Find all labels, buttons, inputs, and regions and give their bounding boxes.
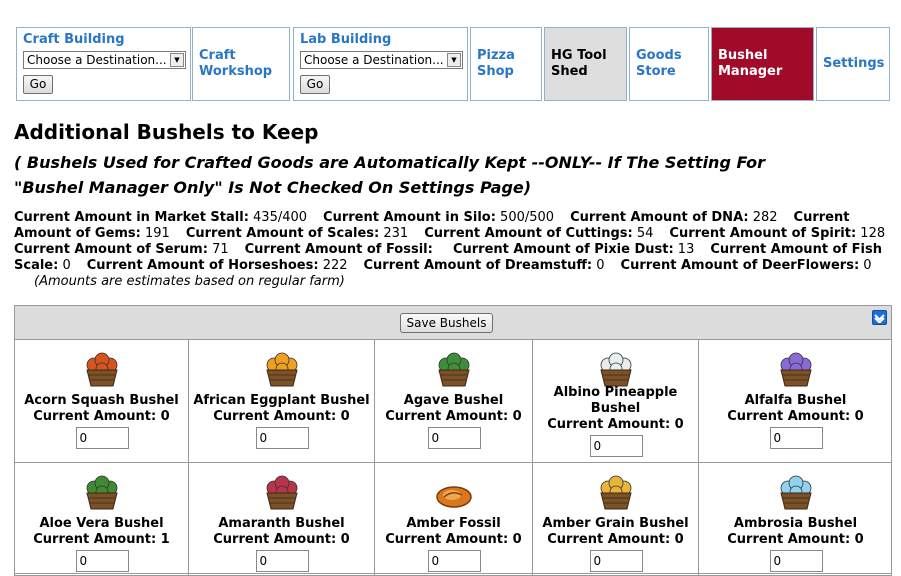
- bushel-current-amount: Current Amount: 0: [727, 532, 864, 547]
- bushel-current-amount: Current Amount: 0: [33, 409, 170, 424]
- bushel-keep-input[interactable]: [770, 427, 823, 449]
- craft-building-select[interactable]: [23, 51, 186, 69]
- nav-craft-workshop-label: Craft Workshop: [199, 48, 273, 79]
- bushel-name-line: Bushel: [590, 401, 641, 416]
- nav-pizza-shop[interactable]: [470, 27, 542, 101]
- bushel-keep-input[interactable]: [76, 550, 129, 572]
- bushel-cell: [15, 340, 189, 463]
- amount-value: 231: [383, 226, 409, 241]
- bushel-name-line: Ambrosia Bushel: [733, 516, 858, 531]
- bushel-keep-input[interactable]: [770, 550, 823, 572]
- bushel-name-line: Alfalfa Bushel: [744, 393, 847, 408]
- alfalfa-icon-graphic: [776, 350, 816, 390]
- bushel-current-amount: Current Amount: 0: [213, 532, 350, 547]
- bushel-keep-input[interactable]: [76, 427, 129, 449]
- bushel-name-line: Amber Grain Bushel: [542, 516, 689, 531]
- amount-value: 500/500: [500, 210, 555, 225]
- bushel-name: [189, 516, 374, 532]
- amber-fossil-icon: [434, 473, 474, 513]
- bushel-name: [699, 516, 892, 532]
- nav-hg-tool-shed-label: HG Tool Shed: [551, 48, 607, 79]
- bushel-current-amount: Current Amount: 0: [385, 532, 522, 547]
- amount-value: 0: [62, 258, 71, 273]
- bushel-cell: [189, 340, 375, 463]
- bushel-cell: [15, 463, 189, 574]
- ambrosia-icon-graphic: [776, 473, 816, 513]
- amount-value: 222: [322, 258, 348, 273]
- craft-building-cell: [16, 27, 191, 101]
- african-eggplant-icon-graphic: [262, 350, 302, 390]
- lab-building-title: Lab Building: [300, 32, 392, 47]
- bushel-note: [14, 150, 874, 200]
- bushel-name: [189, 393, 374, 409]
- bushel-cell: [375, 463, 533, 574]
- amount-label: Current Amount of Cuttings:: [424, 226, 633, 241]
- amount-label: Current Amount of Serum:: [14, 242, 208, 257]
- acorn-squash-icon-graphic: [82, 350, 122, 390]
- amount-label: Current Amount of Horseshoes:: [86, 258, 319, 273]
- albino-pineapple-icon: [596, 350, 636, 390]
- bushel-current-amount: Current Amount: 0: [547, 532, 684, 547]
- bushel-cell: [375, 340, 533, 463]
- chevron-down-icon: ▼: [447, 53, 461, 67]
- amount-label: Current Amount in Market Stall:: [14, 210, 249, 225]
- bushel-name: [375, 516, 532, 532]
- amount-label: Current Amount in Silo:: [323, 210, 496, 225]
- bushel-name-line: Agave Bushel: [403, 393, 504, 408]
- amaranth-icon: [262, 473, 302, 513]
- bushel-name: [533, 385, 698, 417]
- acorn-squash-icon: [82, 350, 122, 390]
- nav-settings[interactable]: [816, 27, 890, 101]
- bushel-name-line: Aloe Vera Bushel: [39, 516, 164, 531]
- bushel-cell: [533, 463, 699, 574]
- amber-fossil-icon-graphic: [434, 473, 474, 513]
- page-title: Additional Bushels to Keep: [14, 120, 319, 144]
- amount-label: Current Amount of Dreamstuff:: [363, 258, 593, 273]
- nav-hg-tool-shed[interactable]: [544, 27, 627, 101]
- save-bushels-button[interactable]: Save Bushels: [400, 313, 493, 333]
- nav-pizza-shop-label: Pizza Shop: [477, 48, 515, 79]
- nav-settings-label: Settings: [823, 56, 885, 71]
- amount-value: 13: [677, 242, 695, 257]
- amount-value: 435/400: [253, 210, 308, 225]
- bushel-current-amount: Current Amount: 0: [213, 409, 350, 424]
- bushel-name-line: Albino Pineapple: [553, 385, 678, 400]
- bushel-keep-input[interactable]: [590, 435, 643, 457]
- bushel-name: [15, 393, 188, 409]
- bushel-name-line: Amaranth Bushel: [218, 516, 345, 531]
- amount-label: Current Amount of Fish Scale:: [14, 242, 883, 273]
- lab-building-cell: [293, 27, 468, 101]
- bushel-keep-input[interactable]: [590, 550, 643, 572]
- bushel-current-amount: Current Amount: 0: [547, 417, 684, 432]
- amount-value: 0: [863, 258, 872, 273]
- amount-value: 282: [752, 210, 778, 225]
- bushel-keep-input[interactable]: [256, 427, 309, 449]
- nav-bushel-manager-label: Bushel Manager: [718, 48, 783, 79]
- collapse-arrow-icon[interactable]: [872, 310, 887, 325]
- amount-value: 128: [860, 226, 886, 241]
- bushel-current-amount: Current Amount: 0: [727, 409, 864, 424]
- bushel-keep-input[interactable]: [428, 427, 481, 449]
- amount-label: Current Amount of Pixie Dust:: [452, 242, 674, 257]
- amber-grain-icon: [596, 473, 636, 513]
- amount-label: Current Amount of Fossil:: [244, 242, 433, 257]
- aloe-vera-icon-graphic: [82, 473, 122, 513]
- amaranth-icon-graphic: [262, 473, 302, 513]
- amounts-summary: [14, 210, 890, 290]
- amount-label: Current Amount of DeerFlowers:: [620, 258, 860, 273]
- amount-value: 54: [636, 226, 654, 241]
- chevron-down-icon: ▼: [170, 53, 184, 67]
- bushel-note-line-1: ( Bushels Used for Crafted Goods are Automatically Kept --ONLY-- If The Setting For: [14, 153, 766, 172]
- agave-icon-graphic: [434, 350, 474, 390]
- lab-building-select[interactable]: [300, 51, 463, 69]
- nav-bushel-manager[interactable]: [711, 27, 814, 101]
- bushel-name: [533, 516, 698, 532]
- craft-building-title: Craft Building: [23, 32, 125, 47]
- bushel-name: [375, 393, 532, 409]
- bushel-keep-input[interactable]: [256, 550, 309, 572]
- bushel-name-line: African Eggplant Bushel: [193, 393, 370, 408]
- nav-goods-store[interactable]: [629, 27, 709, 101]
- bushel-keep-input[interactable]: [428, 550, 481, 572]
- amount-label: Current Amount of Gems:: [14, 210, 850, 241]
- aloe-vera-icon: [82, 473, 122, 513]
- amount-value: 0: [596, 258, 605, 273]
- lab-building-select-value: Choose a Destination...: [304, 53, 444, 67]
- bushel-panel: [14, 305, 892, 576]
- nav-craft-workshop[interactable]: [192, 27, 290, 101]
- bushel-note-line-2: "Bushel Manager Only" Is Not Checked On Settings Page): [14, 178, 532, 197]
- amount-label: Current Amount of Spirit:: [669, 226, 857, 241]
- bushel-name: [15, 516, 188, 532]
- amber-grain-icon-graphic: [596, 473, 636, 513]
- bushel-cell: [189, 463, 375, 574]
- nav-goods-store-label: Goods Store: [636, 48, 682, 79]
- bushel-cell: [533, 340, 699, 463]
- agave-icon: [434, 350, 474, 390]
- bushel-panel-header: [15, 306, 891, 340]
- amount-label: Current Amount of Scales:: [185, 226, 380, 241]
- craft-building-go-button[interactable]: Go: [23, 75, 53, 94]
- lab-building-go-button[interactable]: Go: [300, 75, 330, 94]
- craft-building-select-value: Choose a Destination...: [27, 53, 167, 67]
- albino-pineapple-icon-graphic: [596, 350, 636, 390]
- bushel-name-line: Acorn Squash Bushel: [24, 393, 179, 408]
- amount-value: 191: [145, 226, 170, 241]
- bushel-name-line: Amber Fossil: [406, 516, 501, 531]
- bushel-current-amount: Current Amount: 0: [385, 409, 522, 424]
- bushel-current-amount: Current Amount: 1: [33, 532, 170, 547]
- ambrosia-icon: [776, 473, 816, 513]
- bushel-cell: [699, 463, 892, 574]
- bushel-cell: [699, 340, 892, 463]
- alfalfa-icon: [776, 350, 816, 390]
- estimate-note: (Amounts are estimates based on regular farm): [34, 274, 345, 289]
- african-eggplant-icon: [262, 350, 302, 390]
- bushel-name: [699, 393, 892, 409]
- amount-value: 71: [212, 242, 229, 257]
- amount-label: Current Amount of DNA:: [570, 210, 749, 225]
